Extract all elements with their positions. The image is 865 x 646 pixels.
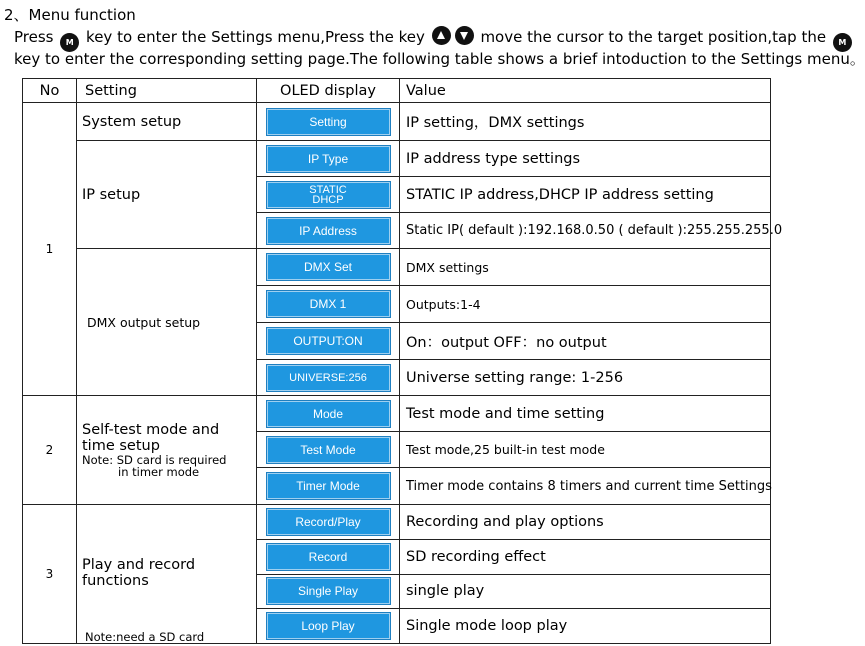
oled-cell (257, 141, 400, 177)
oled-universe-button: UNIVERSE:256 (267, 365, 390, 391)
setting-play-record (77, 505, 257, 644)
value-cell: Universe setting range: 1-256 (400, 360, 771, 396)
oled-cell (257, 323, 400, 360)
intro-text-press: Press (14, 28, 54, 46)
table-row (23, 505, 771, 540)
oled-cell (257, 432, 400, 468)
value-cell: Static IP( default ):192.168.0.50 ( default ):255.255.255.0 (400, 213, 771, 249)
oled-cell (257, 574, 400, 609)
oled-cell (257, 539, 400, 574)
oled-ip-type-button: IP Type (267, 146, 390, 172)
oled-output-on-button: OUTPUT:ON (267, 328, 390, 354)
intro-text-enter-menu: key to enter the Settings menu,Press the key (86, 28, 425, 46)
oled-cell (257, 213, 400, 249)
table-row (23, 103, 771, 141)
oled-dmx-1-button: DMX 1 (267, 291, 390, 317)
oled-static-dhcp-button (267, 182, 390, 208)
self-test-label-2: time setup (82, 438, 160, 454)
value-cell: Recording and play options (400, 505, 771, 540)
oled-timer-mode-button: Timer Mode (267, 473, 390, 499)
play-record-label: Play and record functions (82, 557, 196, 589)
play-record-note: Note:need a SD card (85, 630, 205, 644)
menu-key-icon: M (60, 33, 79, 52)
oled-test-mode-button: Test Mode (267, 437, 390, 463)
oled-dhcp-label: DHCP (312, 193, 344, 206)
oled-loop-play-button: Loop Play (267, 613, 390, 639)
setting-dmx-output-setup: DMX output setup (77, 249, 257, 396)
header-value: Value (400, 79, 771, 103)
oled-setting-button: Setting (267, 109, 390, 135)
header-oled-display: OLED display (257, 79, 400, 103)
oled-cell (257, 103, 400, 141)
setting-ip-setup: IP setup (77, 141, 257, 249)
section-heading: 2、Menu function (4, 6, 136, 24)
value-cell: Outputs:1-4 (400, 286, 771, 323)
value-cell: IP setting，DMX settings (400, 103, 771, 141)
row-number-1: 1 (23, 103, 77, 396)
oled-cell (257, 505, 400, 540)
oled-single-play-button: Single Play (267, 578, 390, 604)
oled-cell (257, 468, 400, 505)
oled-cell (257, 286, 400, 323)
self-test-note-2: in timer mode (118, 465, 200, 479)
table-row (23, 141, 771, 177)
intro-text-move-cursor: move the cursor to the target position,tap the (480, 28, 827, 46)
value-cell: DMX settings (400, 249, 771, 286)
settings-menu-table (22, 78, 783, 644)
row-number-2: 2 (23, 396, 77, 505)
table-row (23, 249, 771, 286)
oled-cell (257, 396, 400, 432)
menu-key-icon-2: M (833, 33, 852, 52)
oled-ip-address-button: IP Address (267, 218, 390, 244)
up-arrow-key-icon (432, 26, 451, 45)
value-cell: Test mode,25 built-in test mode (400, 432, 771, 468)
oled-dmx-set-button: DMX Set (267, 254, 390, 280)
oled-static-label: STATIC (309, 183, 347, 196)
value-cell: STATIC IP address,DHCP IP address setting (400, 177, 771, 213)
value-cell: Timer mode contains 8 timers and current time Settings (400, 468, 771, 505)
self-test-label-1: Self-test mode and (82, 422, 220, 438)
value-cell: single play (400, 574, 771, 609)
value-cell: SD recording effect (400, 539, 771, 574)
setting-self-test (77, 396, 257, 505)
table-header-row (23, 79, 771, 103)
header-setting: Setting (77, 79, 257, 103)
value-cell: Single mode loop play (400, 609, 771, 644)
self-test-note-1: Note: SD card is required (82, 453, 227, 467)
oled-cell (257, 177, 400, 213)
value-cell: IP address type settings (400, 141, 771, 177)
oled-record-play-button: Record/Play (267, 509, 390, 535)
row-number-3: 3 (23, 505, 77, 644)
table-row (23, 396, 771, 432)
value-cell: On：output OFF：no output (400, 323, 771, 360)
oled-cell (257, 249, 400, 286)
down-arrow-key-icon (455, 26, 474, 45)
oled-record-button: Record (267, 544, 390, 570)
setting-system-setup: System setup (77, 103, 257, 141)
oled-mode-button: Mode (267, 401, 390, 427)
oled-cell (257, 609, 400, 644)
value-cell: Test mode and time setting (400, 396, 771, 432)
header-no: No (23, 79, 77, 103)
oled-cell (257, 360, 400, 396)
intro-line-2: key to enter the corresponding setting page.The following table shows a brief intoduction to the Settings menu。 (14, 50, 865, 68)
